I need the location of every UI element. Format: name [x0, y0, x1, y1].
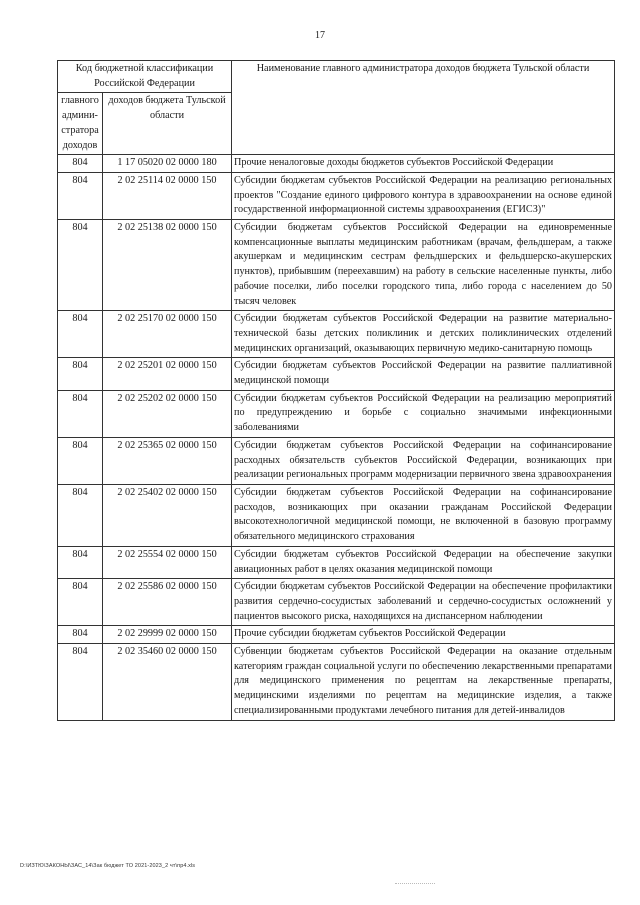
revenue-name-cell: Субсидии бюджетам субъектов Российской Федерации на обеспечение профилактики развития сердечно-сосудистых заболеваний и сердечно-сосудистых осложнений у пациентов высокого риска, находящихся на диспансерном наблюдении [232, 579, 615, 626]
header-main-administrator: главного админи-стратора доходов [58, 93, 103, 155]
header-budget-classification-code: Код бюджетной классификации Российской Федерации [58, 61, 232, 93]
table-row [58, 220, 615, 311]
classification-code-cell: 2 02 25201 02 0000 150 [103, 358, 232, 390]
classification-code-cell: 2 02 25365 02 0000 150 [103, 437, 232, 484]
table-row [58, 390, 615, 437]
classification-code-cell: 2 02 25114 02 0000 150 [103, 172, 232, 219]
admin-code-cell: 804 [58, 644, 103, 721]
admin-code-cell: 804 [58, 484, 103, 546]
table-row [58, 546, 615, 578]
revenue-name-cell: Прочие субсидии бюджетам субъектов Российской Федерации [232, 626, 615, 644]
table-row [58, 311, 615, 358]
revenue-name-cell: Субвенции бюджетам субъектов Российской Федерации на оказание отдельным категориям граждан социальной услуги по обеспечению лекарственными препаратами для медицинского применения по рецептам на лекарственные препараты, медицинскими изделиями по рецептам на медицинские изделия, а также специализированными продуктами лечебного питания для детей-инвалидов [232, 644, 615, 721]
page-number: 17 [315, 30, 325, 41]
table-body [58, 155, 615, 720]
revenue-name-cell: Субсидии бюджетам субъектов Российской Федерации на софинансирование расходов, возникающих при оказании гражданам Российской Федерации высокотехнологичной медицинской помощи, не включенной в базовую программу обязательного медицинского страхования [232, 484, 615, 546]
table-row [58, 437, 615, 484]
revenue-name-cell: Субсидии бюджетам субъектов Российской Федерации на единовременные компенсационные выплаты медицинским работникам (врачам, фельдшерам, а также акушеркам и медицинским сестрам фельдшерских и фельдшерско-акушерских пунктов), прибывшим (переехавшим) на работу в сельские населенные пункты, либо рабочие поселки, либо поселки городского типа, либо города с населением до 50 тысяч человек [232, 220, 615, 311]
admin-code-cell: 804 [58, 390, 103, 437]
admin-code-cell: 804 [58, 579, 103, 626]
classification-code-cell: 2 02 25170 02 0000 150 [103, 311, 232, 358]
table-row [58, 484, 615, 546]
classification-code-cell: 1 17 05020 02 0000 180 [103, 155, 232, 173]
classification-code-cell: 2 02 25402 02 0000 150 [103, 484, 232, 546]
admin-code-cell: 804 [58, 626, 103, 644]
file-path-footer: D:\ИЗТЮ\ЗАКОНЫ\ЗАС_14\Зак бюджет ТО 2021-2023_2 чт\пр4.xls [20, 863, 196, 869]
table-row [58, 626, 615, 644]
table-row [58, 579, 615, 626]
admin-code-cell: 804 [58, 546, 103, 578]
table-row [58, 644, 615, 721]
revenue-name-cell: Субсидии бюджетам субъектов Российской Федерации на реализацию региональных проектов "Создание единого цифрового контура в здравоохранении на основе единой государственной информационной системы здравоохранения (ЕГИСЗ)" [232, 172, 615, 219]
revenue-name-cell: Прочие неналоговые доходы бюджетов субъектов Российской Федерации [232, 155, 615, 173]
revenue-name-cell: Субсидии бюджетам субъектов Российской Федерации на реализацию мероприятий по предупреждению и борьбе с социально значимыми инфекционными заболеваниями [232, 390, 615, 437]
admin-code-cell: 804 [58, 358, 103, 390]
scan-smudge [395, 883, 435, 886]
revenue-name-cell: Субсидии бюджетам субъектов Российской Федерации на обеспечение закупки авиационных работ в целях оказания медицинской помощи [232, 546, 615, 578]
table-row [58, 358, 615, 390]
table-row [58, 155, 615, 173]
classification-code-cell: 2 02 25586 02 0000 150 [103, 579, 232, 626]
classification-code-cell: 2 02 25554 02 0000 150 [103, 546, 232, 578]
classification-code-cell: 2 02 25202 02 0000 150 [103, 390, 232, 437]
table-row [58, 172, 615, 219]
admin-code-cell: 804 [58, 220, 103, 311]
table-header [58, 61, 615, 155]
classification-code-cell: 2 02 35460 02 0000 150 [103, 644, 232, 721]
revenue-name-cell: Субсидии бюджетам субъектов Российской Федерации на развитие паллиативной медицинской помощи [232, 358, 615, 390]
header-regional-budget-income: доходов бюджета Тульской области [103, 93, 232, 155]
admin-code-cell: 804 [58, 172, 103, 219]
revenue-name-cell: Субсидии бюджетам субъектов Российской Федерации на развитие материально-технической базы детских поликлиник и детских поликлинических отделений медицинских организаций, оказывающих первичную медико-санитарную помощь [232, 311, 615, 358]
classification-code-cell: 2 02 25138 02 0000 150 [103, 220, 232, 311]
classification-code-cell: 2 02 29999 02 0000 150 [103, 626, 232, 644]
admin-code-cell: 804 [58, 437, 103, 484]
revenue-administrators-table [57, 60, 615, 721]
admin-code-cell: 804 [58, 155, 103, 173]
header-administrator-name: Наименование главного администратора доходов бюджета Тульской области [232, 61, 615, 155]
revenue-name-cell: Субсидии бюджетам субъектов Российской Федерации на софинансирование расходных обязательств субъектов Российской Федерации, возникающих при реализации региональных программ модернизации первичного звена здравоохранения [232, 437, 615, 484]
admin-code-cell: 804 [58, 311, 103, 358]
